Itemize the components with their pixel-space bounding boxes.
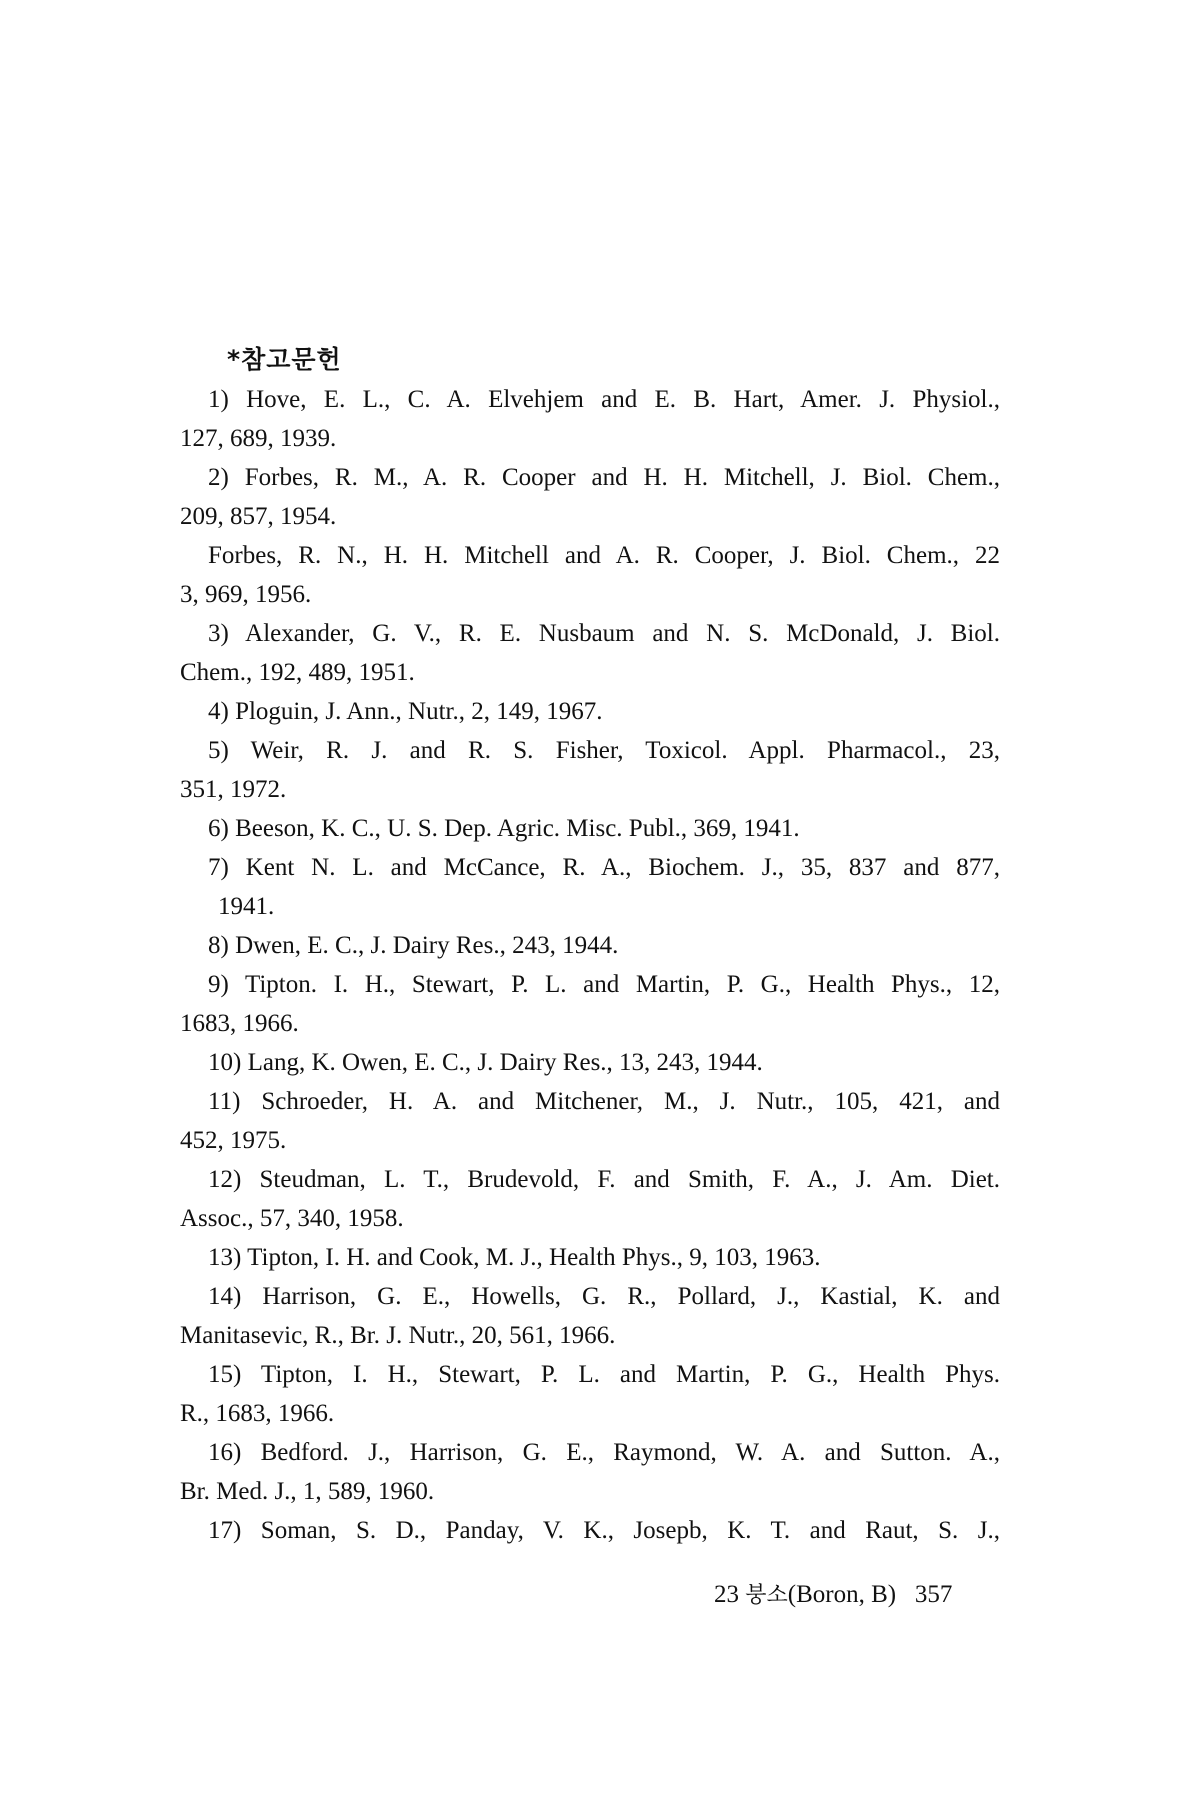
reference-line: 16) Bedford. J., Harrison, G. E., Raymond, W. A. and Sutton. A., bbox=[208, 1439, 1000, 1466]
reference-continuation: 351, 1972. bbox=[180, 776, 287, 803]
reference-item bbox=[180, 965, 1000, 1043]
references-heading: *참고문헌 bbox=[227, 345, 342, 374]
page-footer bbox=[714, 1578, 952, 1609]
reference-line: 10) Lang, K. Owen, E. C., J. Dairy Res., 13, 243, 1944. bbox=[208, 1049, 763, 1076]
reference-item bbox=[180, 1082, 1000, 1160]
reference-line: 17) Soman, S. D., Panday, V. K., Josepb, K. T. and Raut, S. J., bbox=[208, 1517, 1000, 1544]
reference-continuation: 127, 689, 1939. bbox=[180, 425, 337, 452]
reference-line: 3) Alexander, G. V., R. E. Nusbaum and N. S. McDonald, J. Biol. bbox=[208, 620, 1000, 647]
reference-line: Forbes, R. N., H. H. Mitchell and A. R. Cooper, J. Biol. Chem., 22 bbox=[208, 542, 1000, 569]
reference-line: 12) Steudman, L. T., Brudevold, F. and Smith, F. A., J. Am. Diet. bbox=[208, 1166, 1000, 1193]
reference-item bbox=[180, 536, 1000, 614]
reference-item bbox=[180, 848, 1000, 926]
reference-list bbox=[180, 380, 1000, 1550]
reference-line: 7) Kent N. L. and McCance, R. A., Biochem. J., 35, 837 and 877, bbox=[208, 854, 1000, 881]
reference-line: 4) Ploguin, J. Ann., Nutr., 2, 149, 1967. bbox=[208, 698, 603, 725]
reference-continuation: Chem., 192, 489, 1951. bbox=[180, 659, 415, 686]
reference-line: 14) Harrison, G. E., Howells, G. R., Pollard, J., Kastial, K. and bbox=[208, 1283, 1000, 1310]
reference-item bbox=[180, 1160, 1000, 1238]
reference-item bbox=[180, 1043, 1000, 1082]
reference-item bbox=[180, 614, 1000, 692]
reference-item bbox=[180, 1511, 1000, 1550]
reference-line: 11) Schroeder, H. A. and Mitchener, M., J. Nutr., 105, 421, and bbox=[208, 1088, 1000, 1115]
reference-line: 6) Beeson, K. C., U. S. Dep. Agric. Misc. Publ., 369, 1941. bbox=[208, 815, 800, 842]
reference-item bbox=[180, 692, 1000, 731]
chapter-title-english: (Boron, B) bbox=[787, 1581, 897, 1608]
reference-item bbox=[180, 1433, 1000, 1511]
reference-line: 2) Forbes, R. M., A. R. Cooper and H. H. Mitchell, J. Biol. Chem., bbox=[208, 464, 1000, 491]
reference-continuation: 1683, 1966. bbox=[180, 1010, 299, 1037]
reference-item bbox=[180, 731, 1000, 809]
reference-continuation: Br. Med. J., 1, 589, 1960. bbox=[180, 1478, 435, 1505]
reference-line: 1) Hove, E. L., C. A. Elvehjem and E. B. Hart, Amer. J. Physiol., bbox=[208, 386, 1000, 413]
reference-continuation: 452, 1975. bbox=[180, 1127, 287, 1154]
reference-item bbox=[180, 1238, 1000, 1277]
reference-item bbox=[180, 809, 1000, 848]
chapter-number: 23 bbox=[714, 1581, 739, 1608]
reference-continuation: Manitasevic, R., Br. J. Nutr., 20, 561, 1966. bbox=[180, 1322, 616, 1349]
chapter-title-korean: 붕소 bbox=[745, 1583, 788, 1608]
reference-item bbox=[180, 380, 1000, 458]
reference-continuation: R., 1683, 1966. bbox=[180, 1400, 335, 1427]
reference-continuation: Assoc., 57, 340, 1958. bbox=[180, 1205, 404, 1232]
reference-item bbox=[180, 458, 1000, 536]
reference-line: 13) Tipton, I. H. and Cook, M. J., Health Phys., 9, 103, 1963. bbox=[208, 1244, 821, 1271]
reference-continuation: 3, 969, 1956. bbox=[180, 581, 312, 608]
reference-continuation: 1941. bbox=[218, 893, 275, 920]
reference-item bbox=[180, 926, 1000, 965]
reference-line: 5) Weir, R. J. and R. S. Fisher, Toxicol. Appl. Pharmacol., 23, bbox=[208, 737, 1000, 764]
reference-line: 9) Tipton. I. H., Stewart, P. L. and Martin, P. G., Health Phys., 12, bbox=[208, 971, 1000, 998]
reference-item bbox=[180, 1355, 1000, 1433]
reference-item bbox=[180, 1277, 1000, 1355]
reference-continuation: 209, 857, 1954. bbox=[180, 503, 337, 530]
reference-line: 8) Dwen, E. C., J. Dairy Res., 243, 1944. bbox=[208, 932, 619, 959]
page-number: 357 bbox=[914, 1581, 953, 1608]
reference-line: 15) Tipton, I. H., Stewart, P. L. and Martin, P. G., Health Phys. bbox=[208, 1361, 1000, 1388]
